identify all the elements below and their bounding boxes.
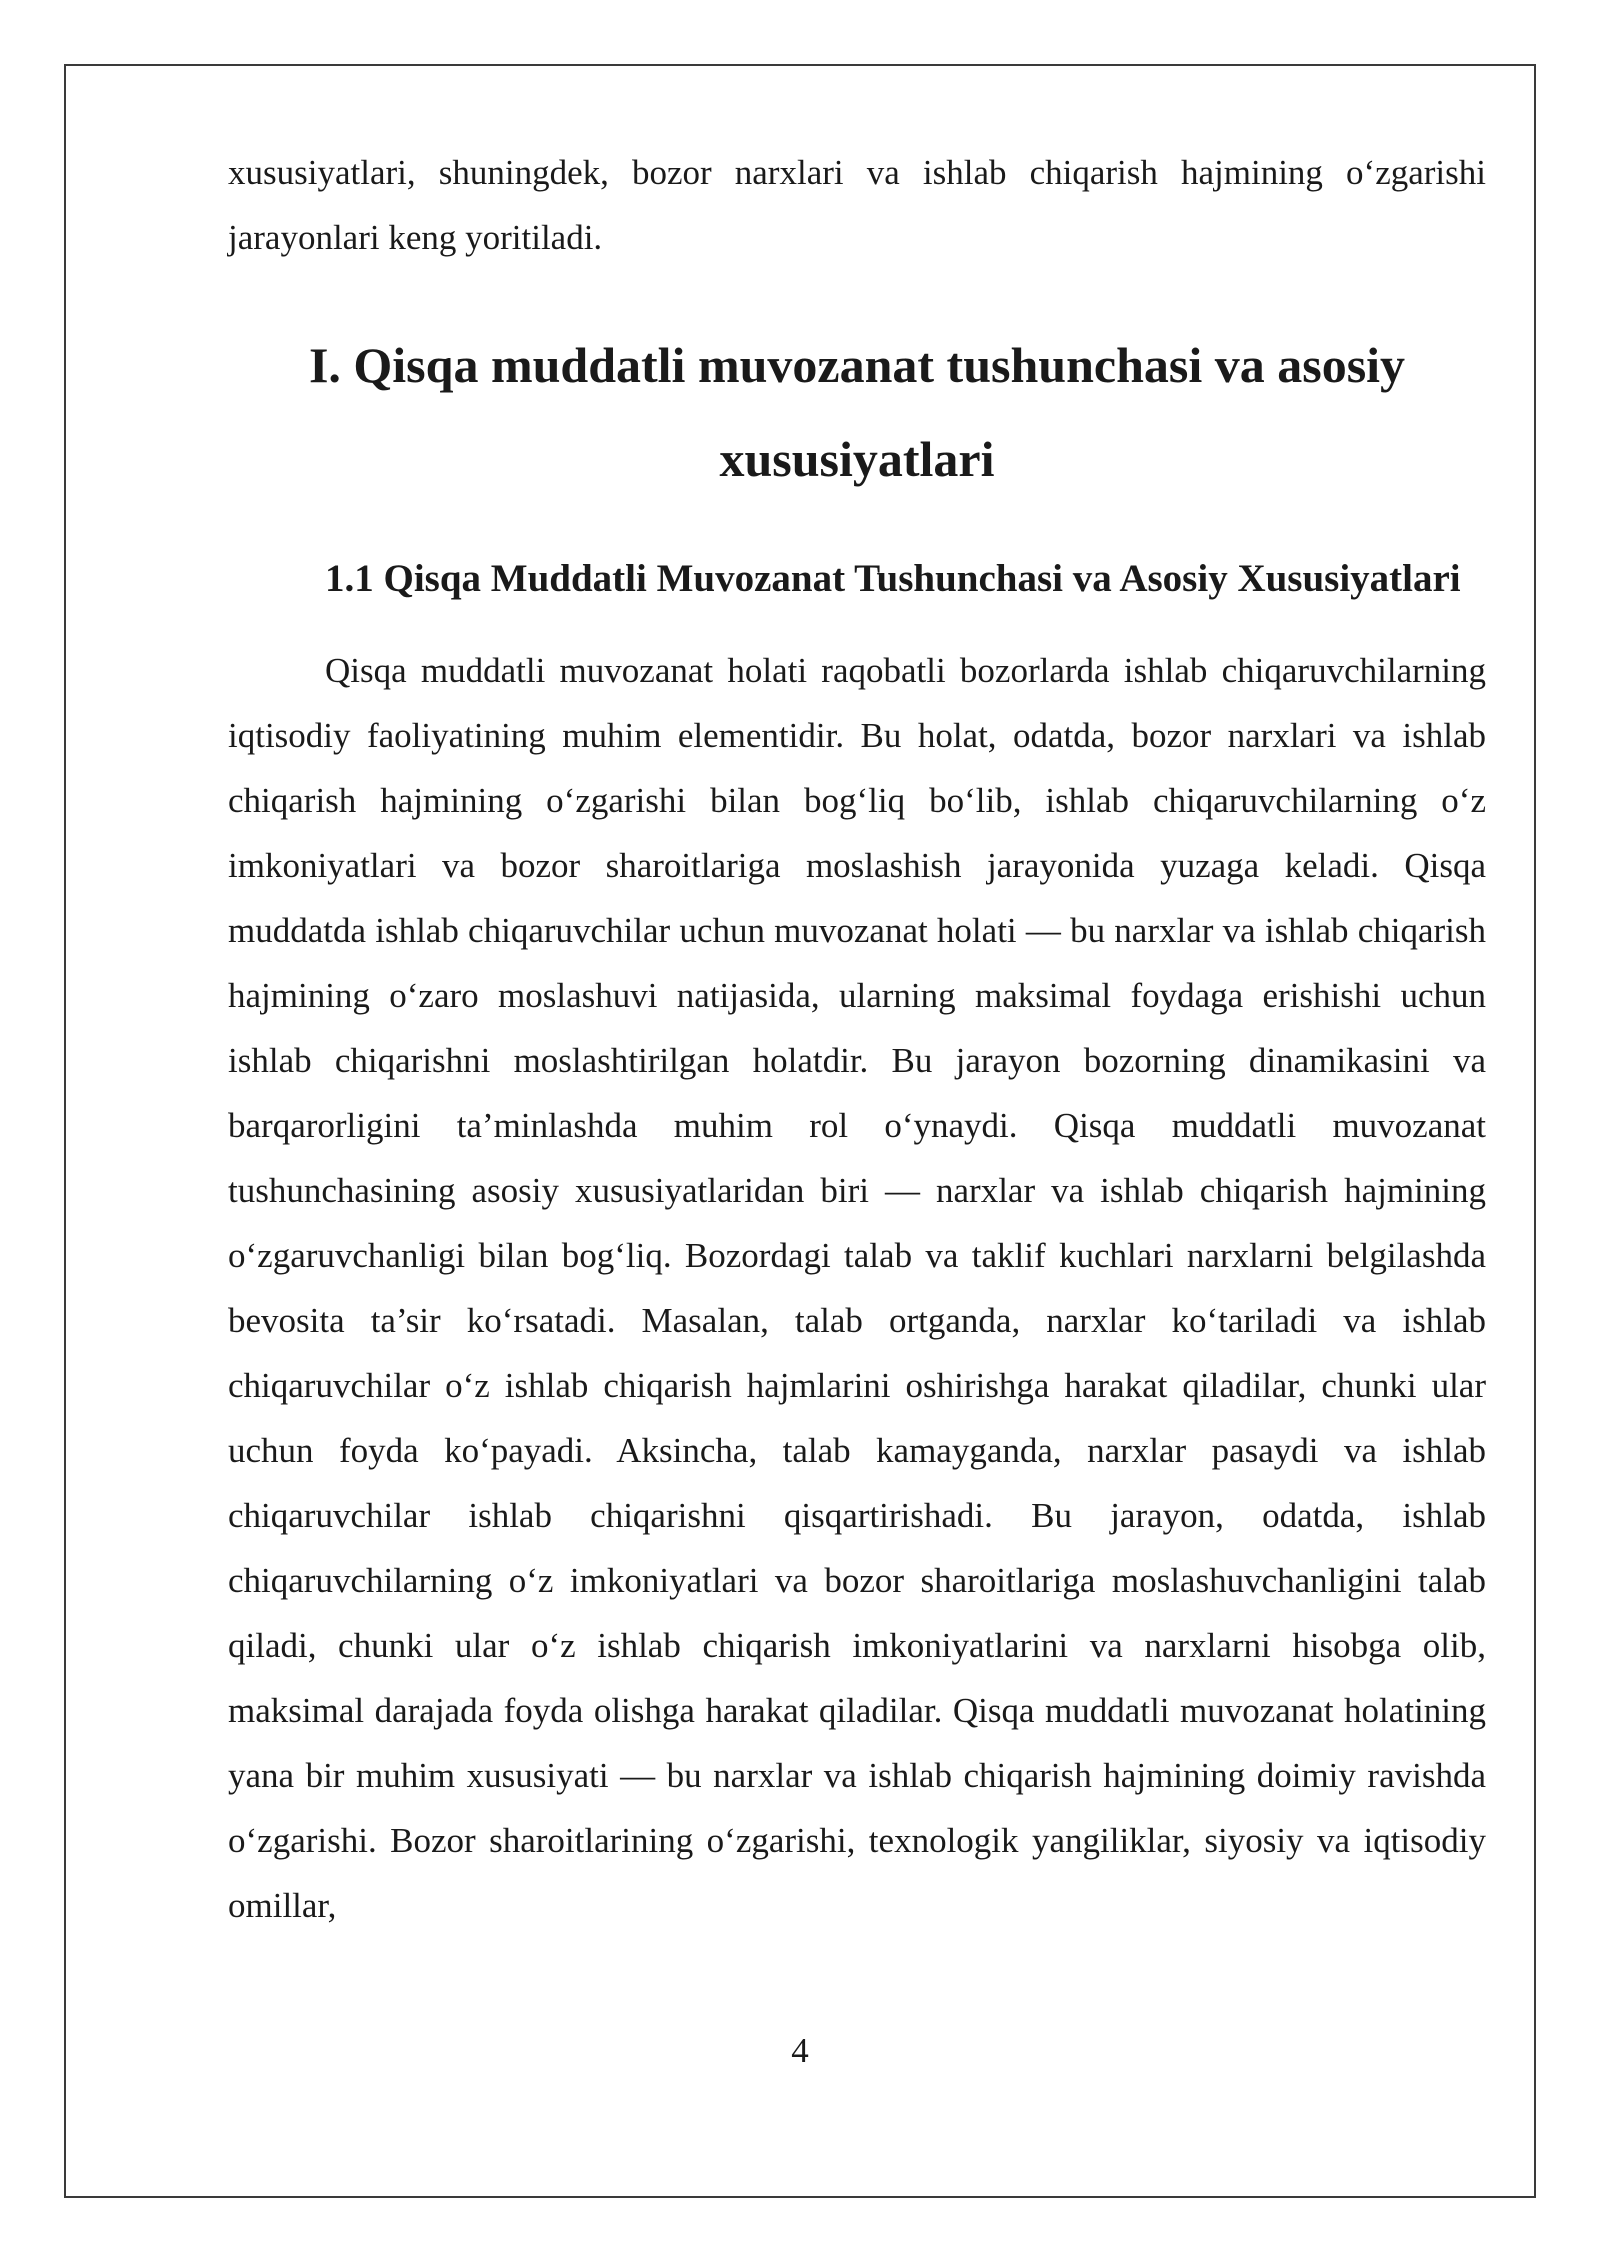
- section-title: I. Qisqa muddatli muvozanat tushunchasi va asosiy xususiyatlari: [308, 337, 1406, 487]
- body-paragraph: Qisqa muddatli muvozanat holati raqobatli bozorlarda ishlab chiqaruvchilarning iqtisodiy faoliyatining muhim elementidir. Bu holat, odatda, bozor narxlari va ishlab chiqarish hajmining oʻzgarishi bilan bogʻliq boʻlib, ishlab chiqaruvchilarning oʻz imkoniyatlari va bozor sharoitlariga moslashish jarayonida yuzaga keladi. Qisqa muddatda ishlab chiqaruvchilar uchun muvozanat holati — bu narxlar va ishlab chiqarish hajmining oʻzaro moslashuvi natijasida, ularning maksimal foydaga erishishi uchun ishlab chiqarishni moslashtirilgan holatdir. Bu jarayon bozorning dinamikasini va barqarorligini ta’minlashda muhim rol oʻynaydi. Qisqa muddatli muvozanat tushunchasining asosiy xususiyatlaridan biri — narxlar va ishlab chiqarish hajmining oʻzgaruvchanligi bilan bogʻliq. Bozordagi talab va taklif kuchlari narxlarni belgilashda bevosita ta’sir koʻrsatadi. Masalan, talab ortganda, narxlar koʻtariladi va ishlab chiqaruvchilar oʻz ishlab chiqarish hajmlarini oshirishga harakat qiladilar, chunki ular uchun foyda koʻpayadi. Aksincha, talab kamayganda, narxlar pasaydi va ishlab chiqaruvchilar ishlab chiqarishni qisqartirishadi. Bu jarayon, odatda, ishlab chiqaruvchilarning oʻz imkoniyatlari va bozor sharoitlariga moslashuvchanligini talab qiladi, chunki ular oʻz ishlab chiqarish imkoniyatlarini va narxlarni hisobga olib, maksimal darajada foyda olishga harakat qiladilar. Qisqa muddatli muvozanat holatining yana bir muhim xususiyati — bu narxlar va ishlab chiqarish hajmining doimiy ravishda oʻzgarishi. Bozor sharoitlarining oʻzgarishi, texnologik yangiliklar, siyosiy va iqtisodiy omillar,: [228, 651, 1486, 1925]
- page-number: 4: [791, 2031, 809, 2070]
- subsection-title: 1.1 Qisqa Muddatli Muvozanat Tushunchasi va Asosiy Xususiyatlari: [325, 557, 1461, 600]
- page-content: [228, 140, 1486, 1938]
- intro-continuation-paragraph: xususiyatlari, shuningdek, bozor narxlari va ishlab chiqarish hajmining oʻzgarishi jarayonlari keng yoritiladi.: [228, 153, 1486, 257]
